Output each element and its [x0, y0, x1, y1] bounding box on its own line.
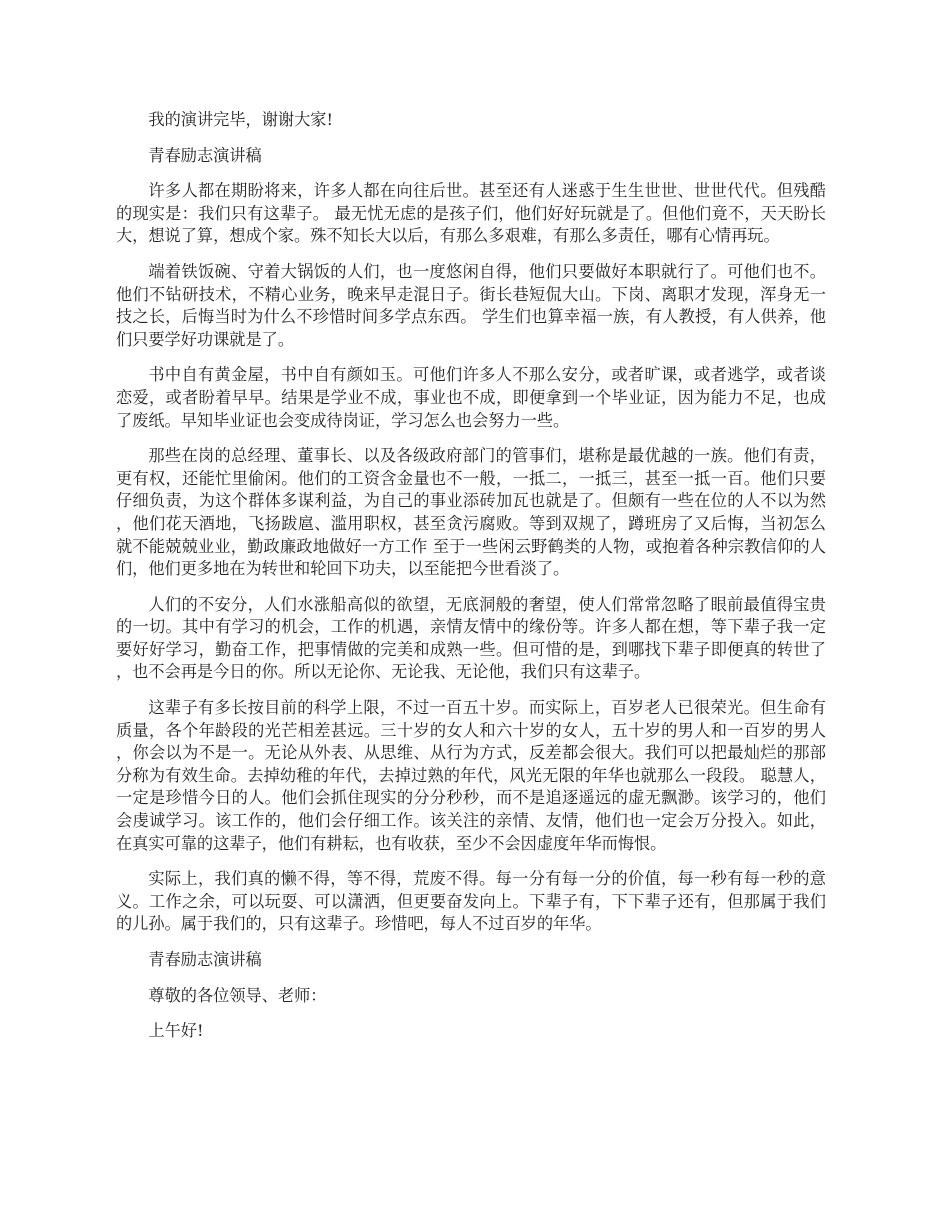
body-paragraph: 那些在岗的总经理、董事长、以及各级政府部门的管事们，堪称是最优越的一族。他们有责，更有权，还能忙里偷闲。他们的工资含金量也不一般，一抵二，一抵三，甚至一抵一百。他们只要仔细负责，为这个群体多谋利益，为自己的事业添砖加瓦也就是了。但颇有一些在位的人不以为然，他们花天酒地，飞扬跋扈、滥用职权，甚至贪污腐败。等到双规了，蹲班房了又后悔，当初怎么就不能兢兢业业，勤政廉政地做好一方工作 至于一些闲云野鹤类的人物，或抱着各种宗教信仰的人们，他们更多地在为转世和轮回下功夫，以至能把今世看淡了。	[116, 446, 826, 579]
body-paragraph: 这辈子有多长按目前的科学上限，不过一百五十岁。而实际上，百岁老人已很荣光。但生命有质量，各个年龄段的光芒相差甚远。三十岁的女人和六十岁的女人，五十岁的男人和一百岁的男人，你会以为不是一。无论从外表、从思维、从行为方式，反差都会很大。我们可以把最灿烂的那部分称为有效生命。去掉幼稚的年代，去掉过熟的年代，风光无限的年华也就那么一段段。 聪慧人，一定是珍惜今日的人。他们会抓住现实的分分秒秒，而不是追逐遥远的虚无飘渺。该学习的，他们会虔诚学习。该工作的，他们会仔细工作。该关注的亲情、友情，他们也一定会万分投入。如此，在真实可靠的这辈子，他们有耕耘，也有收获，至少不会因虚度年华而悔恨。	[116, 698, 826, 853]
section-title: 青春励志演讲稿	[148, 950, 262, 969]
body-paragraph: 许多人都在期盼将来，许多人都在向往后世。甚至还有人迷惑于生生世世、世世代代。但残酷的现实是：我们只有这辈子。 最无忧无虑的是孩子们，他们好好玩就是了。但他们竟不，天天盼长大，想说了算，想成个家。殊不知长大以后，有那么多艰难，有那么多责任，哪有心情再玩。	[116, 181, 826, 246]
body-paragraph: 端着铁饭碗、守着大锅饭的人们，也一度悠闲自得，他们只要做好本职就行了。可他们也不。他们不钻研技术，不精心业务，晚来早走混日子。街长巷短侃大山。下岗、离职才发现，浑身无一技之长，后悔当时为什么不珍惜时间多学点东西。 学生们也算幸福一族，有人教授，有人供养，他们只要学好功课就是了。	[116, 261, 826, 349]
closing-line: 我的演讲完毕，谢谢大家!	[148, 110, 333, 129]
body-paragraph: 书中自有黄金屋，书中自有颜如玉。可他们许多人不那么安分，或者旷课，或者逃学，或者谈恋爱，或者盼着早早。结果是学业不成，事业也不成，即便拿到一个毕业证，因为能力不足，也成了废纸。早知毕业证也会变成待岗证，学习怎么也会努力一些。	[116, 365, 826, 430]
greeting: 上午好!	[148, 1021, 204, 1041]
document-body	[116, 109, 826, 1056]
salutation: 尊敬的各位领导、老师：	[148, 985, 327, 1005]
body-paragraph: 人们的不安分，人们水涨船高似的欲望，无底洞般的奢望，使人们常常忽略了眼前最值得宝贵的一切。其中有学习的机会，工作的机遇，亲情友情中的缘份等。许多人都在想，等下辈子我一定要好好学习，勤奋工作，把事情做的完美和成熟一些。但可惜的是，到哪找下辈子即便真的转世了，也不会再是今日的你。所以无论你、无论我、无论他，我们只有这辈子。	[116, 594, 826, 682]
section-title: 青春励志演讲稿	[148, 145, 262, 165]
body-paragraph: 实际上，我们真的懒不得，等不得，荒废不得。每一分有每一分的价值，每一秒有每一秒的意义。工作之余，可以玩耍、可以潇洒，但更要奋发向上。下辈子有，下下辈子还有，但那属于我们的儿孙。属于我们的，只有这辈子。珍惜吧，每人不过百岁的年华。	[116, 869, 826, 934]
